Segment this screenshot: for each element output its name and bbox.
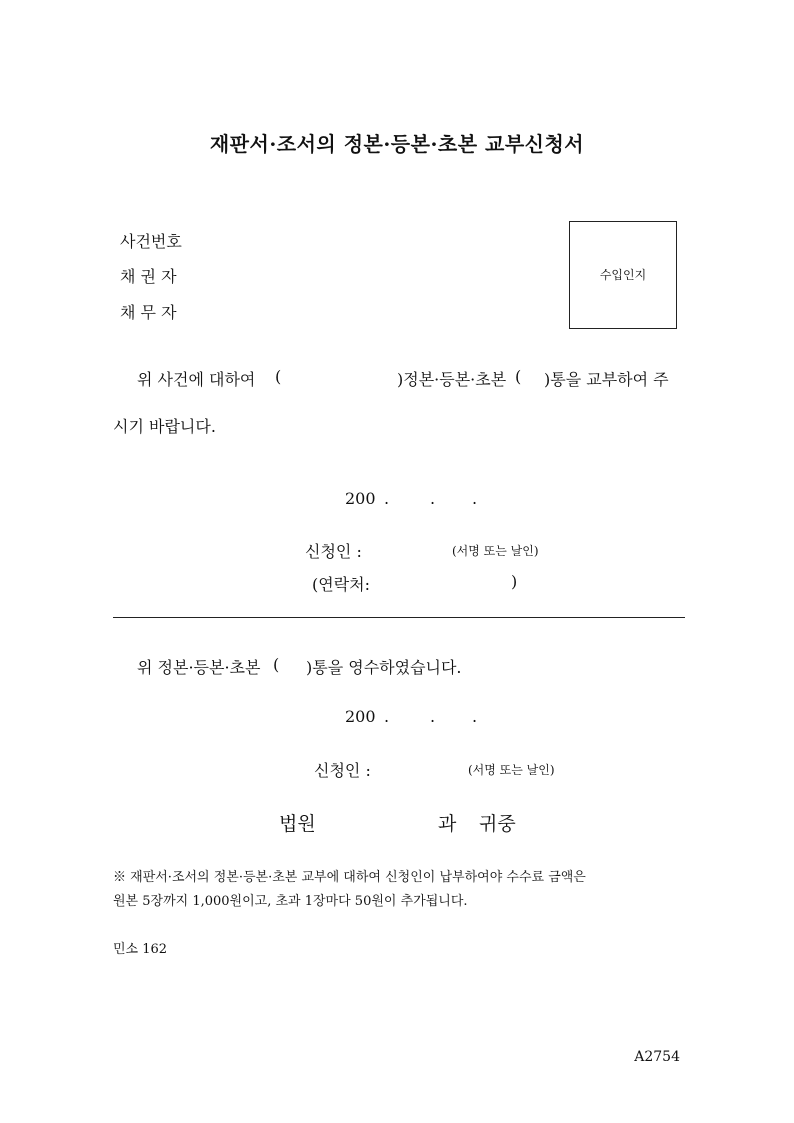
form-number: 민소 162 xyxy=(113,942,168,957)
case-number-label: 사건번호 xyxy=(120,232,182,251)
date-year-1: 200 xyxy=(345,489,376,508)
receipt-open-paren: ( xyxy=(273,655,280,674)
signature-note-2: (서명 또는 날인) xyxy=(468,763,555,777)
document-title: 재판서·조서의 정본·등본·초본 교부신청서 xyxy=(209,132,585,156)
court-honorific: 귀중 xyxy=(479,813,516,835)
request-text-end: 시기 바랍니다. xyxy=(113,417,216,436)
signature-note-1: (서명 또는 날인) xyxy=(452,544,539,558)
receipt-text-end: )통을 영수하였습니다. xyxy=(306,658,462,677)
applicant-label-2: 신청인 : xyxy=(314,761,371,780)
request-open-paren-1: ( xyxy=(275,367,282,386)
revenue-stamp-label: 수입인지 xyxy=(599,268,647,282)
revenue-stamp-box xyxy=(569,221,677,329)
date-dot-1c: . xyxy=(472,489,478,508)
date-dot-2a: . xyxy=(384,707,390,726)
date-dot-1a: . xyxy=(384,489,390,508)
date-year-2: 200 xyxy=(345,707,376,726)
date-dot-2c: . xyxy=(472,707,478,726)
fee-note-line-1: ※ 재판서·조서의 정본·등본·초본 교부에 대하여 신청인이 납부하여야 수수료 금액은 xyxy=(113,870,586,885)
form-code: A2754 xyxy=(634,1049,680,1065)
date-dot-1b: . xyxy=(430,489,436,508)
receipt-text-start: 위 정본·등본·초본 xyxy=(137,658,261,677)
applicant-label-1: 신청인 : xyxy=(305,542,362,561)
court-department: 과 xyxy=(438,813,457,835)
section-divider xyxy=(113,617,685,618)
contact-label: (연락처: xyxy=(312,575,371,594)
request-copies-text: )통을 교부하여 주 xyxy=(544,370,669,389)
court-name: 법원 xyxy=(279,813,316,835)
request-open-paren-2: ( xyxy=(515,367,522,386)
date-dot-2b: . xyxy=(430,707,436,726)
request-text-start: 위 사건에 대하여 xyxy=(137,370,256,389)
debtor-label: 채 무 자 xyxy=(120,303,177,322)
contact-close-paren: ) xyxy=(511,572,518,591)
creditor-label: 채 권 자 xyxy=(120,267,177,286)
fee-note-line-2: 원본 5장까지 1,000원이고, 초과 1장마다 50원이 추가됩니다. xyxy=(113,894,468,909)
request-copy-types: )정본·등본·초본 xyxy=(397,370,507,389)
